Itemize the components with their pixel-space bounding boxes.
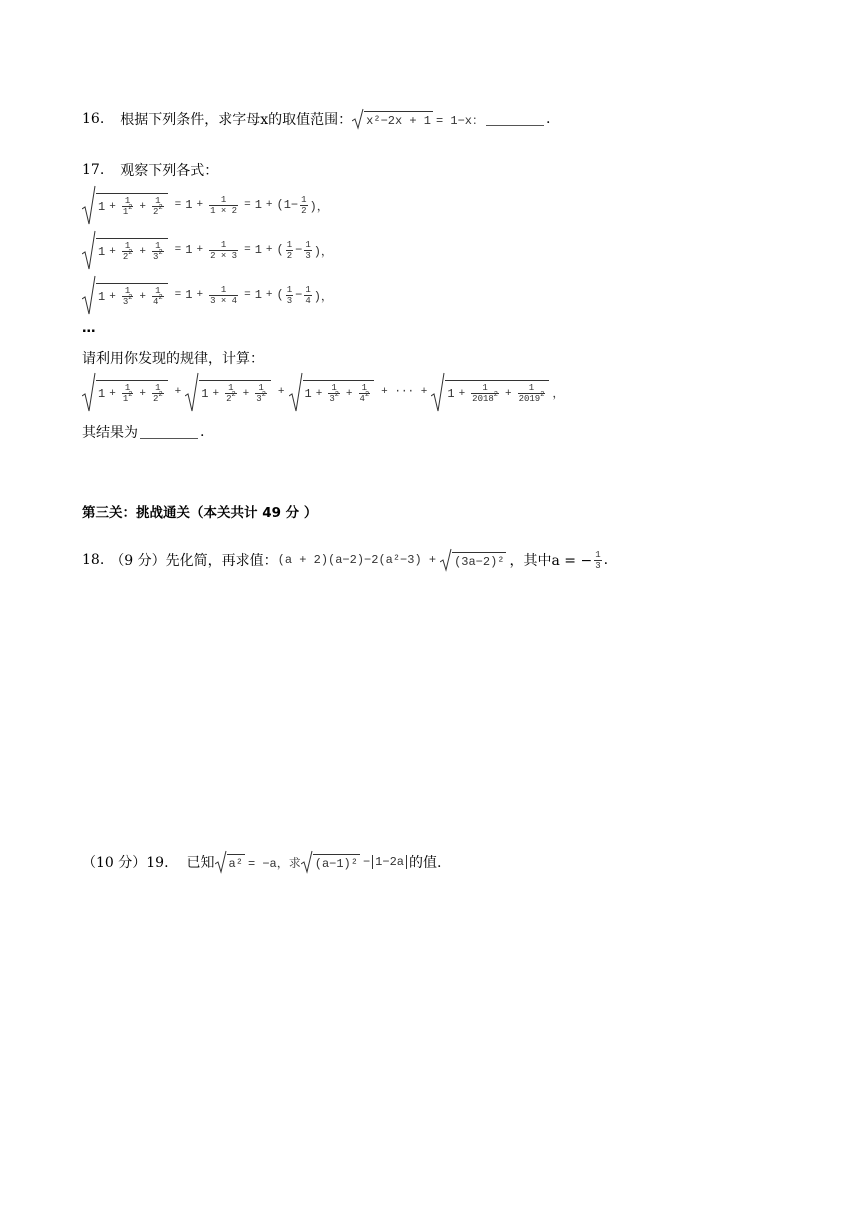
fraction-numerator: 1 bbox=[124, 195, 131, 206]
equals-sign: = bbox=[174, 199, 182, 211]
denominator-value: 3 bbox=[256, 393, 262, 404]
plus-sign: + bbox=[315, 387, 323, 400]
denominator-value: 1 × 2 bbox=[210, 205, 238, 216]
q17-result-end: . bbox=[200, 424, 205, 440]
fraction-denominator bbox=[152, 293, 164, 308]
fraction-term bbox=[152, 241, 164, 263]
q17-answer-blank[interactable] bbox=[140, 426, 198, 439]
denominator-value: 2 bbox=[122, 251, 129, 262]
radical-term bbox=[82, 230, 168, 270]
plus-sign: + bbox=[458, 387, 466, 400]
radicand bbox=[303, 380, 375, 405]
difference-close: )， bbox=[309, 199, 329, 214]
fraction-numerator: 1 bbox=[361, 382, 368, 393]
radical-term bbox=[431, 372, 549, 412]
denominator-value: 3 bbox=[153, 251, 159, 262]
q19-radical-2 bbox=[301, 850, 360, 874]
radical-term bbox=[185, 372, 271, 412]
q17-result-line bbox=[82, 422, 204, 442]
q19-text2: 的值. bbox=[408, 855, 442, 871]
sqrt-sign-icon bbox=[301, 850, 313, 874]
q17-ask-line bbox=[82, 348, 264, 368]
radicand-one: 1 bbox=[98, 386, 106, 401]
question-18 bbox=[82, 548, 608, 572]
denominator-value: 2 bbox=[153, 393, 159, 404]
q16-number: 16. bbox=[82, 111, 105, 127]
fraction-term bbox=[359, 383, 371, 405]
superscript-2: 2 bbox=[364, 390, 370, 399]
radicand-one: 1 bbox=[304, 386, 312, 401]
fraction-denominator bbox=[286, 250, 293, 261]
q17-example-row bbox=[82, 275, 333, 315]
q17-ellipsis-line bbox=[82, 320, 96, 336]
fraction-numerator: 1 bbox=[482, 382, 488, 393]
fraction-denominator bbox=[300, 205, 307, 216]
sqrt-sign-icon bbox=[82, 185, 96, 225]
fraction-denominator bbox=[304, 250, 311, 261]
minus-sign: − bbox=[295, 288, 303, 302]
q16-radical bbox=[352, 108, 433, 130]
radicand bbox=[199, 380, 271, 405]
radicand-one: 1 bbox=[201, 386, 209, 401]
superscript-2: 2 bbox=[493, 390, 498, 399]
q16-rhs: = 1−x： bbox=[435, 113, 484, 128]
fraction-numerator: 1 bbox=[155, 195, 161, 206]
question-16 bbox=[82, 108, 550, 130]
plus-sign: + bbox=[265, 199, 273, 211]
fraction-numerator: 1 bbox=[124, 240, 131, 251]
denominator-value: 3 bbox=[305, 250, 311, 261]
q18-number: 18. bbox=[82, 552, 105, 568]
plus-sign: + bbox=[265, 289, 273, 301]
fraction-numerator: 1 bbox=[258, 382, 264, 393]
radicand bbox=[445, 380, 549, 405]
superscript-2: 2 bbox=[231, 390, 236, 399]
fraction-numerator: 1 bbox=[228, 382, 234, 393]
plus-sign: + bbox=[174, 386, 182, 398]
q17-intro: 观察下列各式： bbox=[120, 163, 219, 179]
fraction-denominator bbox=[122, 293, 134, 308]
fraction-numerator: 1 bbox=[331, 382, 337, 393]
q19-radicand-2: (a−1)² bbox=[313, 854, 360, 871]
radical-term bbox=[82, 185, 168, 225]
superscript-2: 2 bbox=[158, 203, 163, 212]
sqrt-sign-icon bbox=[440, 548, 452, 572]
denominator-value: 3 bbox=[122, 296, 129, 307]
q18-radicand: (3a−2)² bbox=[452, 552, 506, 569]
superscript-2: 2 bbox=[540, 390, 545, 399]
fraction-denominator bbox=[518, 390, 546, 405]
fraction-denominator bbox=[286, 295, 293, 306]
superscript-2: 2 bbox=[334, 390, 339, 399]
plus-sign: + bbox=[139, 387, 147, 400]
plus-sign: + bbox=[242, 387, 250, 400]
q18-frac-num: 1 bbox=[595, 549, 601, 560]
one: 1 bbox=[185, 288, 193, 302]
equals-sign: = bbox=[244, 199, 251, 211]
difference-open: ( bbox=[276, 243, 284, 257]
fraction-numerator: 1 bbox=[124, 285, 131, 296]
plus-sign: + bbox=[139, 245, 147, 258]
fraction-denominator bbox=[152, 203, 164, 218]
q19-abs: 1−2a bbox=[372, 855, 407, 869]
fraction-denominator bbox=[359, 390, 371, 405]
denominator-value: 3 × 4 bbox=[210, 295, 238, 306]
fraction-denominator bbox=[328, 390, 340, 405]
q19-minus: − bbox=[362, 855, 371, 869]
fraction-numerator: 1 bbox=[124, 382, 131, 393]
q16-end: . bbox=[546, 111, 551, 127]
difference-open: (1− bbox=[276, 198, 299, 212]
q18-fraction bbox=[594, 550, 601, 571]
plus-sign: + bbox=[345, 387, 353, 400]
denominator-value: 2019 bbox=[518, 393, 541, 404]
fraction-numerator: 1 bbox=[155, 240, 161, 251]
plus-sign: + bbox=[139, 200, 147, 213]
plus-sign: + bbox=[139, 290, 147, 303]
plus-sign: + bbox=[109, 200, 116, 213]
q18-score: （9 分）先化简，再求值： bbox=[110, 553, 278, 569]
fraction-term bbox=[152, 383, 164, 405]
denominator-value: 2 bbox=[301, 205, 307, 216]
sqrt-sign-icon bbox=[431, 372, 445, 412]
one: 1 bbox=[185, 243, 193, 257]
fraction-denominator bbox=[122, 390, 134, 405]
denominator-value: 1 bbox=[122, 206, 129, 217]
product-fraction bbox=[209, 195, 238, 216]
fraction-term bbox=[518, 383, 546, 405]
fraction-denominator bbox=[209, 205, 238, 216]
fraction-term bbox=[122, 383, 134, 405]
sqrt-sign-icon bbox=[352, 108, 364, 130]
fraction-term bbox=[122, 196, 134, 218]
plus-sign: + bbox=[277, 386, 285, 398]
radicand bbox=[96, 283, 168, 308]
fraction-term bbox=[122, 241, 134, 263]
fraction-numerator: 1 bbox=[305, 239, 311, 250]
fraction-denominator bbox=[209, 250, 238, 261]
q16-radicand: x²−2x + 1 bbox=[364, 111, 433, 128]
q18-end: . bbox=[603, 552, 609, 568]
question-17 bbox=[82, 160, 218, 180]
radical-term bbox=[289, 372, 375, 412]
sqrt-sign-icon bbox=[215, 850, 227, 874]
q19-text1: 已知 bbox=[186, 855, 215, 871]
denominator-value: 4 bbox=[153, 296, 159, 307]
denominator-value: 4 bbox=[305, 295, 311, 306]
section-3-title: 第三关：挑战通关（本关共计 49 分 ） bbox=[82, 505, 318, 521]
q17-ask: 请利用你发现的规律，计算： bbox=[82, 351, 264, 367]
difference-fraction-b bbox=[304, 240, 311, 261]
plus-sign: + bbox=[212, 387, 220, 400]
fraction-term bbox=[225, 383, 237, 405]
equals-sign: = bbox=[174, 244, 182, 256]
plus-sign: + bbox=[196, 199, 204, 211]
fraction-term bbox=[255, 383, 267, 405]
radicand bbox=[96, 238, 168, 263]
difference-open: ( bbox=[276, 288, 284, 302]
section-3-heading bbox=[82, 501, 317, 521]
sum-ellipsis: + ··· + bbox=[381, 386, 428, 398]
plus-sign: + bbox=[196, 289, 204, 301]
denominator-value: 1 bbox=[122, 393, 129, 404]
fraction-term bbox=[152, 286, 164, 308]
radicand bbox=[96, 380, 168, 405]
sqrt-sign-icon bbox=[82, 230, 96, 270]
q18-expression: (a + 2)(a−2)−2(a²−3) + bbox=[277, 553, 437, 567]
sqrt-sign-icon bbox=[289, 372, 303, 412]
plus-sign: + bbox=[109, 245, 116, 258]
comma: ， bbox=[552, 386, 565, 401]
fraction-denominator bbox=[122, 203, 134, 218]
q19-radicand-1: a² bbox=[227, 854, 245, 871]
radical-term bbox=[82, 372, 168, 412]
fraction-term bbox=[471, 383, 499, 405]
difference-close: )， bbox=[313, 289, 333, 304]
fraction-denominator bbox=[255, 390, 267, 405]
difference-fraction-a bbox=[286, 240, 293, 261]
superscript-2: 2 bbox=[128, 293, 133, 302]
fraction-numerator: 1 bbox=[220, 239, 227, 250]
superscript-2: 2 bbox=[158, 390, 163, 399]
q19-radical-1 bbox=[215, 850, 245, 874]
denominator-value: 3 bbox=[286, 295, 293, 306]
q18-frac-den: 3 bbox=[595, 560, 601, 571]
product-fraction bbox=[209, 285, 238, 306]
fraction-numerator: 1 bbox=[301, 194, 307, 205]
question-19 bbox=[82, 850, 441, 874]
denominator-value: 2 bbox=[226, 393, 232, 404]
superscript-2: 2 bbox=[158, 293, 163, 302]
difference-fraction-b bbox=[304, 285, 311, 306]
superscript-2: 2 bbox=[261, 390, 266, 399]
fraction-numerator: 1 bbox=[305, 284, 311, 295]
fraction-denominator bbox=[471, 390, 499, 405]
difference-fraction-a bbox=[286, 285, 293, 306]
radicand-one: 1 bbox=[447, 386, 455, 401]
q17-example-row bbox=[82, 185, 329, 225]
denominator-value: 4 bbox=[359, 393, 365, 404]
fraction-denominator bbox=[225, 390, 237, 405]
sqrt-sign-icon bbox=[82, 372, 96, 412]
minus-sign: − bbox=[295, 243, 303, 257]
fraction-denominator bbox=[152, 248, 164, 263]
fraction-numerator: 1 bbox=[286, 284, 293, 295]
radical-term bbox=[82, 275, 168, 315]
fraction-denominator bbox=[209, 295, 238, 306]
q18-condition: ，其中a = − bbox=[509, 553, 593, 569]
q17-example-row bbox=[82, 230, 333, 270]
denominator-value: 3 bbox=[329, 393, 335, 404]
q16-text: 根据下列条件，求字母x的取值范围： bbox=[120, 112, 353, 128]
radicand-one: 1 bbox=[98, 289, 106, 304]
radicand-one: 1 bbox=[98, 199, 106, 214]
fraction-term bbox=[328, 383, 340, 405]
equals-sign: = bbox=[174, 289, 182, 301]
q17-result-label: 其结果为 bbox=[82, 425, 138, 441]
denominator-value: 2018 bbox=[472, 393, 494, 404]
product-fraction bbox=[209, 240, 238, 261]
one: 1 bbox=[254, 243, 262, 257]
radicand bbox=[96, 193, 168, 218]
one: 1 bbox=[185, 198, 193, 212]
plus-sign: + bbox=[196, 244, 204, 256]
sqrt-sign-icon bbox=[185, 372, 199, 412]
q17-ellipsis: … bbox=[82, 320, 96, 336]
fraction-numerator: 1 bbox=[286, 239, 293, 250]
denominator-value: 2 bbox=[286, 250, 293, 261]
fraction-term bbox=[152, 196, 164, 218]
equals-sign: = bbox=[244, 289, 251, 301]
q19-prefix: （10 分）19. bbox=[82, 855, 169, 871]
plus-sign: + bbox=[265, 244, 273, 256]
superscript-2: 2 bbox=[158, 248, 163, 257]
fraction-numerator: 1 bbox=[155, 285, 161, 296]
q19-eq: = −a，求 bbox=[247, 856, 301, 871]
plus-sign: + bbox=[504, 387, 512, 400]
q17-sum-expression bbox=[82, 372, 564, 412]
fraction-term bbox=[122, 286, 134, 308]
q16-answer-blank[interactable] bbox=[486, 113, 544, 126]
plus-sign: + bbox=[109, 290, 116, 303]
radicand-one: 1 bbox=[98, 244, 106, 259]
superscript-2: 2 bbox=[128, 203, 133, 212]
q18-radical bbox=[440, 548, 506, 572]
denominator-value: 2 bbox=[153, 206, 159, 217]
one: 1 bbox=[254, 288, 262, 302]
sqrt-sign-icon bbox=[82, 275, 96, 315]
fraction-denominator bbox=[304, 295, 311, 306]
difference-close: )， bbox=[313, 244, 333, 259]
fraction-numerator: 1 bbox=[528, 382, 535, 393]
superscript-2: 2 bbox=[128, 390, 133, 399]
fraction-numerator: 1 bbox=[220, 284, 227, 295]
q17-number: 17. bbox=[82, 162, 105, 178]
plus-sign: + bbox=[109, 387, 116, 400]
equals-sign: = bbox=[244, 244, 251, 256]
fraction-numerator: 1 bbox=[155, 382, 161, 393]
fraction-numerator: 1 bbox=[220, 194, 227, 205]
denominator-value: 2 × 3 bbox=[210, 250, 238, 261]
fraction-denominator bbox=[122, 248, 134, 263]
difference-fraction-b bbox=[300, 195, 307, 216]
superscript-2: 2 bbox=[128, 248, 133, 257]
one: 1 bbox=[254, 198, 262, 212]
fraction-denominator bbox=[152, 390, 164, 405]
